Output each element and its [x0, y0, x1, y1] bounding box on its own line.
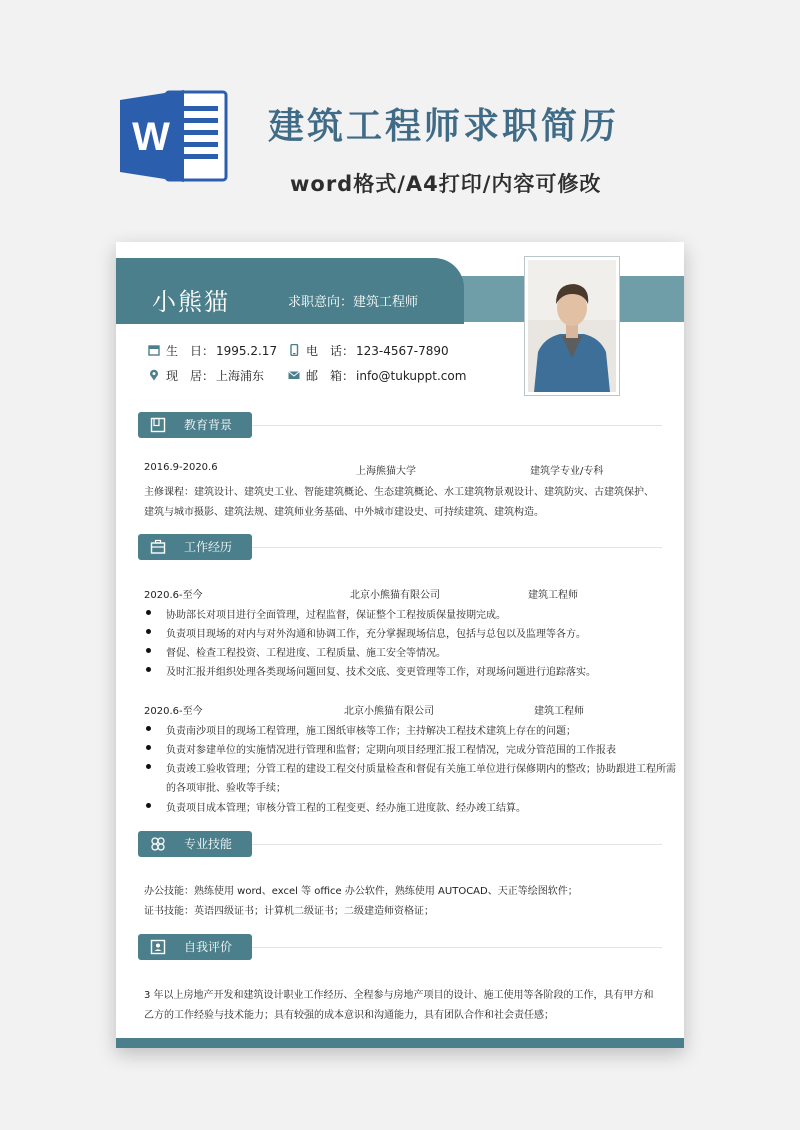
book-icon [150, 417, 166, 433]
promo-subtitle: word格式/A4打印/内容可修改 [290, 172, 602, 196]
section-work-title: 工作经历 [184, 540, 233, 554]
divider [252, 547, 662, 548]
mail-value: info@tukuppt.com [356, 369, 467, 383]
job-2-period: 2020.6-至今 [144, 706, 203, 717]
edu-period: 2016.9-2020.6 [144, 462, 218, 473]
job-1-role: 建筑工程师 [528, 590, 578, 601]
birth-label: 生 日： [166, 344, 215, 358]
section-education-title: 教育背景 [184, 418, 233, 432]
phone-label: 电 话： [306, 344, 355, 358]
section-education-header [138, 412, 252, 438]
briefcase-icon [150, 539, 166, 555]
phone-value: 123-4567-7890 [356, 344, 449, 358]
job-intent: 求职意向：建筑工程师 [288, 295, 419, 310]
skills-office: 办公技能：熟练使用 word、excel 等 office 办公软件，熟练使用 AUTOCAD、天正等绘图软件； [144, 886, 578, 897]
id-card-icon [150, 939, 166, 955]
calendar-icon [148, 344, 160, 356]
job-1-duty-text: 负责项目现场的对内与对外沟通和协调工作，充分掌握现场信息，包括与总包以及监理等各方。 [166, 629, 586, 640]
job-1-period: 2020.6-至今 [144, 590, 203, 601]
job-2-role: 建筑工程师 [534, 706, 584, 717]
job-1-company: 北京小熊猫有限公司 [350, 590, 440, 601]
word-logo-icon [120, 86, 232, 186]
section-skills-header [138, 831, 252, 857]
edu-school: 上海熊猫大学 [356, 466, 416, 477]
section-skills-title: 专业技能 [184, 837, 233, 851]
job-2-duty-text: 负责竣工验收管理；分管工程的建设工程交付质量检查和督促有关施工单位进行保修期内的整改；协助跟进工程所需 [166, 764, 676, 775]
edu-major: 建筑学专业/专科 [530, 466, 604, 477]
job-1-duty-text: 及时汇报并组织处理各类现场问题回复、技术交底、变更管理等工作，对现场问题进行追踪落实。 [166, 667, 596, 678]
job-1-duty-text: 协助部长对项目进行全面管理，过程监督，保证整个工程按质保量按期完成。 [166, 610, 506, 621]
candidate-name: 小熊猫 [152, 288, 230, 316]
mail-icon [288, 369, 300, 381]
skills-certificates: 证书技能：英语四级证书；计算机二级证书；二级建造师资格证； [144, 906, 434, 917]
home-value: 上海浦东 [216, 369, 265, 383]
divider [252, 947, 662, 948]
birth-value: 1995.2.17 [216, 344, 278, 358]
edu-courses-line-1: 主修课程：建筑设计、建筑史工业、智能建筑概论、生态建筑概论、水工建筑物景观设计、建筑防灾、古建筑保护、 [144, 487, 654, 498]
job-2-company: 北京小熊猫有限公司 [344, 706, 434, 717]
promo-title: 建筑工程师求职简历 [268, 106, 620, 147]
divider [252, 425, 662, 426]
word-letter: W [132, 115, 170, 159]
edu-courses-line-2: 建筑与城市摄影、建筑法规、建筑师业务基础、中外城市建设史、可持续建筑、建筑构造。 [144, 507, 544, 518]
self-eval-line-2: 乙方的工作经验与技术能力；具有较强的成本意识和沟通能力，具有团队合作和社会责任感； [144, 1010, 554, 1021]
section-self-header [138, 934, 252, 960]
job-2-duty-continued: 的各项审批、验收等手续； [166, 783, 286, 794]
profile-photo [524, 256, 620, 396]
job-2-duty-text: 负责项目成本管理；审核分管工程的工程变更、经办施工进度款、经办竣工结算。 [166, 803, 526, 814]
resume-page [116, 242, 684, 1048]
self-eval-line-1: 3 年以上房地产开发和建筑设计职业工作经历、全程参与房地产项目的设计、施工使用等各阶段的工作，具有甲方和 [144, 990, 654, 1001]
clover-icon [150, 836, 166, 852]
phone-icon [288, 344, 300, 356]
divider [252, 844, 662, 845]
job-2-duty-text: 负责对参建单位的实施情况进行管理和监督；定期向项目经理汇报工程情况，完成分管范围的工作报表 [166, 745, 616, 756]
footer-bar [116, 1038, 684, 1048]
home-label: 现 居： [166, 369, 215, 383]
info-mail [288, 367, 466, 384]
job-1-duty-text: 督促、检查工程投资、工程进度、工程质量、施工安全等情况。 [166, 648, 446, 659]
location-icon [148, 369, 160, 381]
info-birth [148, 342, 277, 359]
info-phone [288, 342, 449, 359]
section-work-header [138, 534, 252, 560]
section-self-title: 自我评价 [184, 940, 233, 954]
job-2-duty-text: 负责南沙项目的现场工程管理，施工图纸审核等工作；主持解决工程技术建筑上存在的问题； [166, 726, 576, 737]
mail-label: 邮 箱： [306, 369, 355, 383]
info-home [148, 367, 264, 384]
